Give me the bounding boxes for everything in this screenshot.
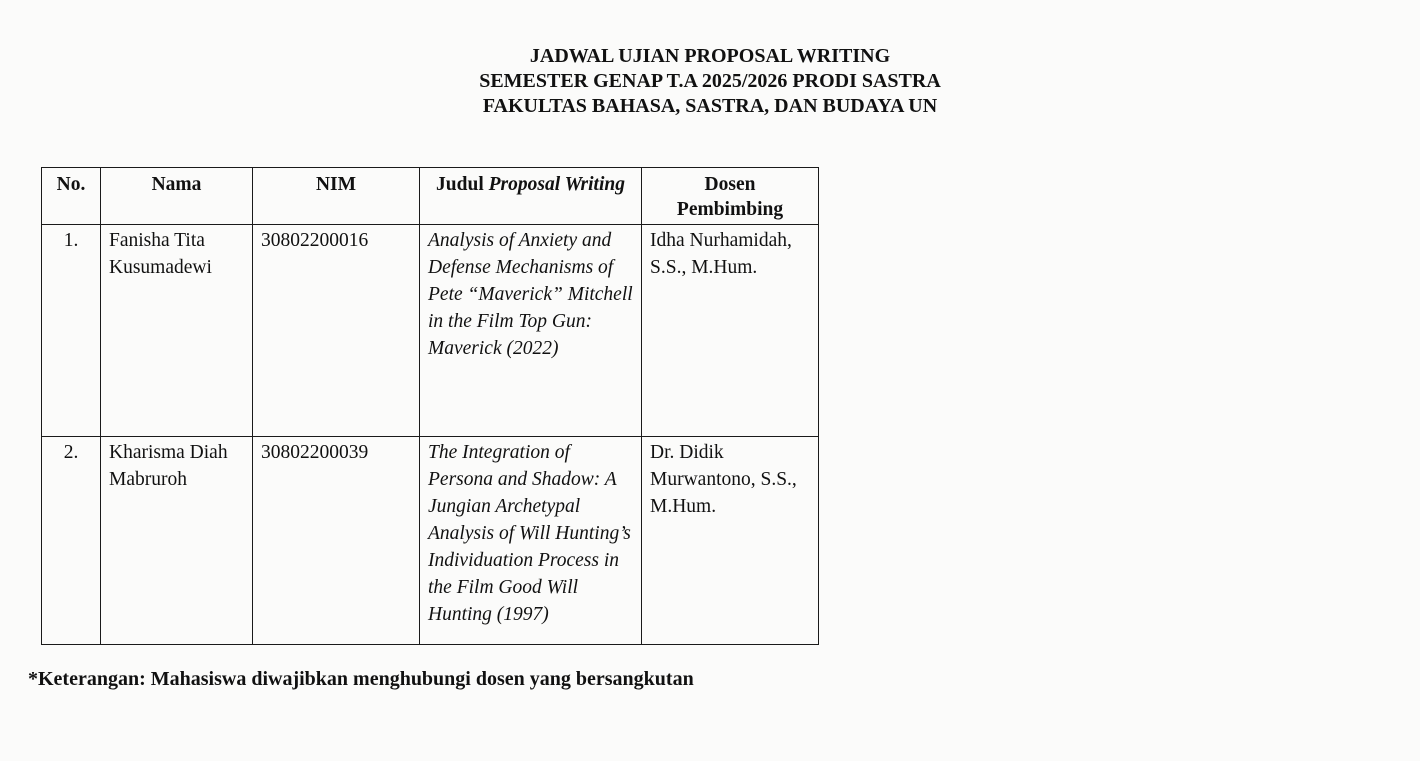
cell-no: 2.: [42, 437, 101, 645]
header-judul: [420, 168, 642, 225]
header-nama: Nama: [101, 168, 253, 225]
heading-line-1: JADWAL UJIAN PROPOSAL WRITING: [529, 45, 891, 67]
cell-nim: 30802200039: [253, 437, 420, 645]
table-row: [42, 437, 819, 645]
cell-dosen: Dr. Didik Murwantono, S.S., M.Hum.: [642, 437, 819, 645]
document-heading: [0, 44, 1420, 119]
cell-nama: Fanisha Tita Kusumadewi: [101, 225, 253, 437]
cell-judul: Analysis of Anxiety and Defense Mechanisms of Pete “Maverick” Mitchell in the Film Top Gun: Maverick (2022): [420, 225, 642, 437]
table-row: [42, 225, 819, 437]
header-no: No.: [42, 168, 101, 225]
cell-no: 1.: [42, 225, 101, 437]
table-header-row: [42, 168, 819, 225]
header-dosen: Dosen Pembimbing: [642, 168, 819, 225]
header-nim: NIM: [253, 168, 420, 225]
exam-schedule-table: [41, 167, 819, 645]
cell-nama: Kharisma Diah Mabruroh: [101, 437, 253, 645]
header-judul-italic: Proposal Writing: [488, 174, 625, 195]
cell-judul: The Integration of Persona and Shadow: A Jungian Archetypal Analysis of Will Hunting’s Individuation Process in the Film Good Will Hunting (1997): [420, 437, 642, 645]
header-judul-prefix: Judul: [436, 174, 484, 195]
heading-line-2: SEMESTER GENAP T.A 2025/2026 PRODI SASTRA: [479, 70, 941, 92]
cell-dosen: Idha Nurhamidah, S.S., M.Hum.: [642, 225, 819, 437]
footnote-keterangan: *Keterangan: Mahasiswa diwajibkan menghubungi dosen yang bersangkutan: [28, 668, 694, 690]
cell-nim: 30802200016: [253, 225, 420, 437]
heading-line-3: FAKULTAS BAHASA, SASTRA, DAN BUDAYA UN: [482, 95, 938, 117]
